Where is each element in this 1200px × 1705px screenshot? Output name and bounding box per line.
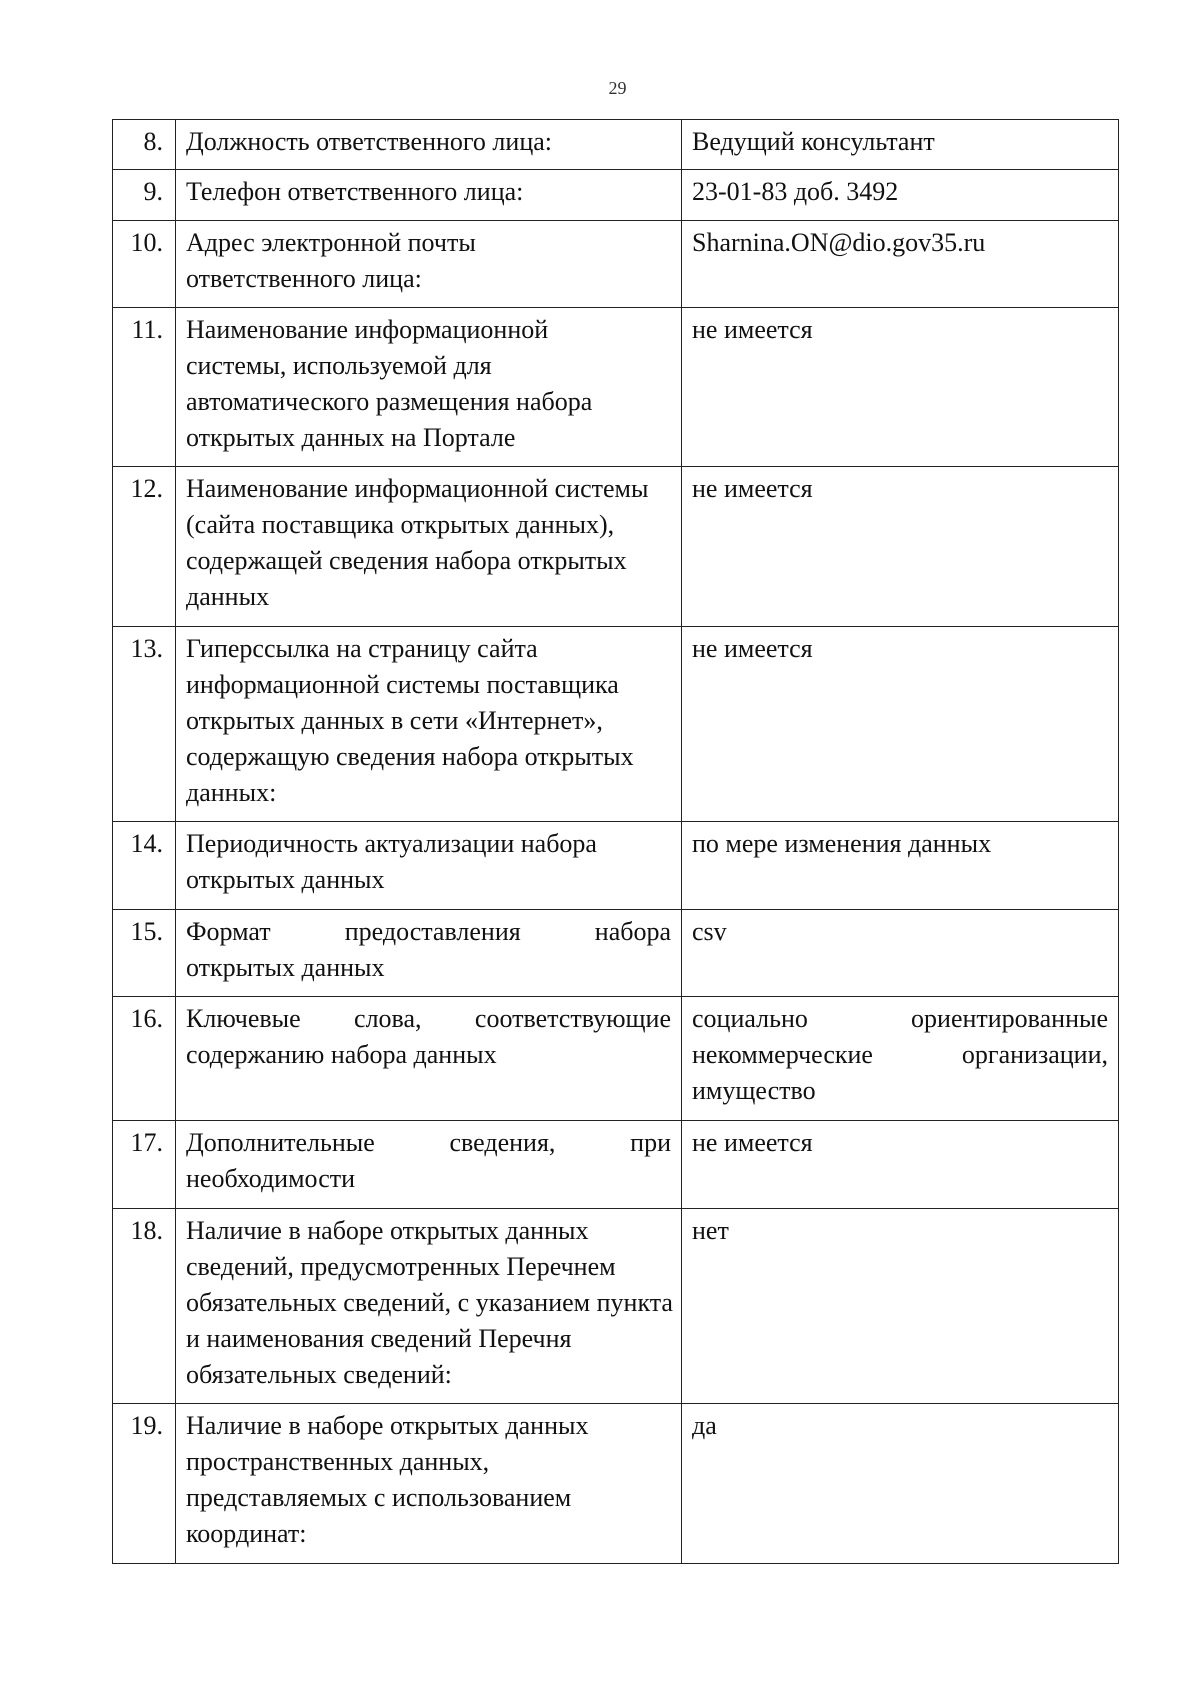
row-value: не имеется xyxy=(682,467,1119,627)
table-row xyxy=(113,120,1119,170)
row-value: Sharnina.ON@dio.gov35.ru xyxy=(682,221,1119,308)
row-value-line: имущество xyxy=(692,1076,816,1105)
row-label-line: содержанию набора данных xyxy=(186,1040,497,1069)
row-label xyxy=(176,1121,682,1209)
table-row xyxy=(113,467,1119,627)
row-value: по мере изменения данных xyxy=(682,822,1119,910)
open-data-passport-table xyxy=(112,119,1119,1564)
table-row xyxy=(113,1121,1119,1209)
row-label: Телефон ответственного лица: xyxy=(176,170,682,221)
row-value: csv xyxy=(682,910,1119,997)
table-row xyxy=(113,997,1119,1121)
row-value: нет xyxy=(682,1209,1119,1404)
row-label-line: Формат предоставления набора xyxy=(186,917,671,946)
row-number: 14. xyxy=(113,822,176,910)
row-label: Наличие в наборе открытых данных пространственных данных, представляемых с использованием координат: xyxy=(176,1404,682,1564)
row-number: 19. xyxy=(113,1404,176,1564)
row-number: 13. xyxy=(113,627,176,822)
row-value-line: социально ориентированные xyxy=(692,1004,1108,1033)
row-number: 9. xyxy=(113,170,176,221)
row-number: 12. xyxy=(113,467,176,627)
row-label: Адрес электронной почты ответственного лица: xyxy=(176,221,682,308)
row-label: Наименование информационной системы, используемой для автоматического размещения набора открытых данных на Портале xyxy=(176,308,682,467)
table-row xyxy=(113,1404,1119,1564)
row-label: Должность ответственного лица: xyxy=(176,120,682,170)
row-number: 17. xyxy=(113,1121,176,1209)
row-value: не имеется xyxy=(682,308,1119,467)
table-row xyxy=(113,1209,1119,1404)
row-label: Периодичность актуализации набора открытых данных xyxy=(176,822,682,910)
row-value: Ведущий консультант xyxy=(682,120,1119,170)
table-row xyxy=(113,910,1119,997)
table-row xyxy=(113,627,1119,822)
row-number: 18. xyxy=(113,1209,176,1404)
table-row xyxy=(113,221,1119,308)
row-value: 23-01-83 доб. 3492 xyxy=(682,170,1119,221)
row-number: 16. xyxy=(113,997,176,1121)
row-label-line: необходимости xyxy=(186,1164,356,1193)
row-number: 8. xyxy=(113,120,176,170)
row-value: не имеется xyxy=(682,627,1119,822)
page-number: 29 xyxy=(608,78,627,98)
row-number: 10. xyxy=(113,221,176,308)
row-label: Гиперссылка на страницу сайта информационной системы поставщика открытых данных в сети «Интернет», содержащую сведения набора открытых данных: xyxy=(176,627,682,822)
row-label-line: Дополнительные сведения, при xyxy=(186,1128,671,1157)
row-label: Наименование информационной системы (сайта поставщика открытых данных), содержащей сведения набора открытых данных xyxy=(176,467,682,627)
row-label xyxy=(176,910,682,997)
table-row xyxy=(113,308,1119,467)
row-number: 15. xyxy=(113,910,176,997)
row-label xyxy=(176,997,682,1121)
row-value: да xyxy=(682,1404,1119,1564)
table-row xyxy=(113,822,1119,910)
row-value-line: некоммерческие организации, xyxy=(692,1040,1108,1069)
row-label: Наличие в наборе открытых данных сведений, предусмотренных Перечнем обязательных сведений, с указанием пункта и наименования сведений Перечня обязательных сведений: xyxy=(176,1209,682,1404)
row-label-line: открытых данных xyxy=(186,953,385,982)
row-label-line: Ключевые слова, соответствующие xyxy=(186,1004,671,1033)
table-row xyxy=(113,170,1119,221)
row-value xyxy=(682,997,1119,1121)
row-number: 11. xyxy=(113,308,176,467)
row-value: не имеется xyxy=(682,1121,1119,1209)
